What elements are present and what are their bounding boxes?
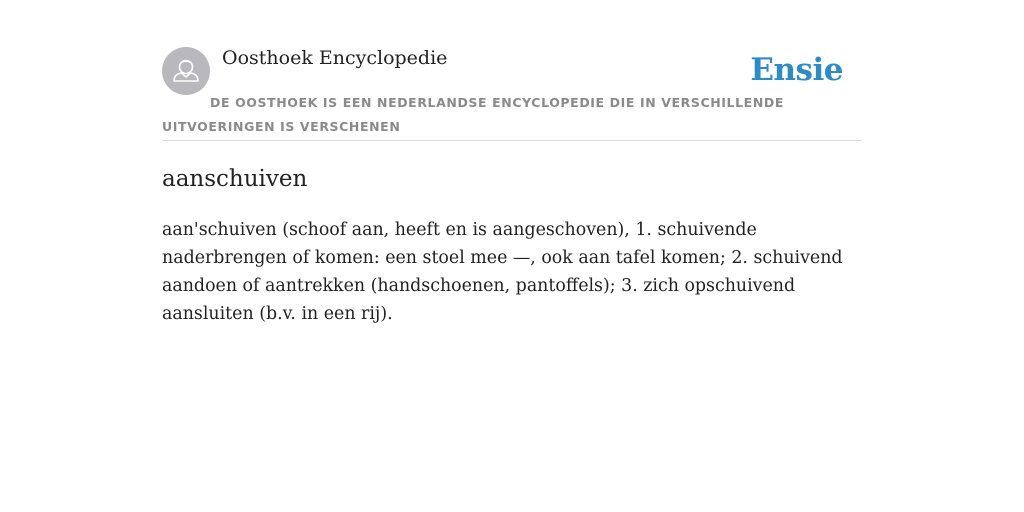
user-icon bbox=[162, 47, 210, 95]
entry-term: aanschuiven bbox=[162, 166, 308, 192]
source-header bbox=[162, 46, 862, 141]
source-description: DE OOSTHOEK IS EEN NEDERLANDSE ENCYCLOPEDIE DIE IN VERSCHILLENDE UITVOERINGEN IS VERSCHENEN bbox=[162, 95, 784, 134]
entry-definition: aan'schuiven (schoof aan, heeft en is aangeschoven), 1. schuivende naderbrengen of komen: een stoel mee —, ook aan tafel komen; 2. schuivend aandoen of aantrekken (handschoenen, pantoffels); 3. zich opschuivend aansluiten (b.v. in een rij). bbox=[162, 220, 843, 324]
source-name[interactable]: Oosthoek Encyclopedie bbox=[222, 47, 448, 69]
ensie-logo[interactable]: Ensie bbox=[750, 52, 843, 88]
avatar[interactable] bbox=[162, 47, 210, 95]
